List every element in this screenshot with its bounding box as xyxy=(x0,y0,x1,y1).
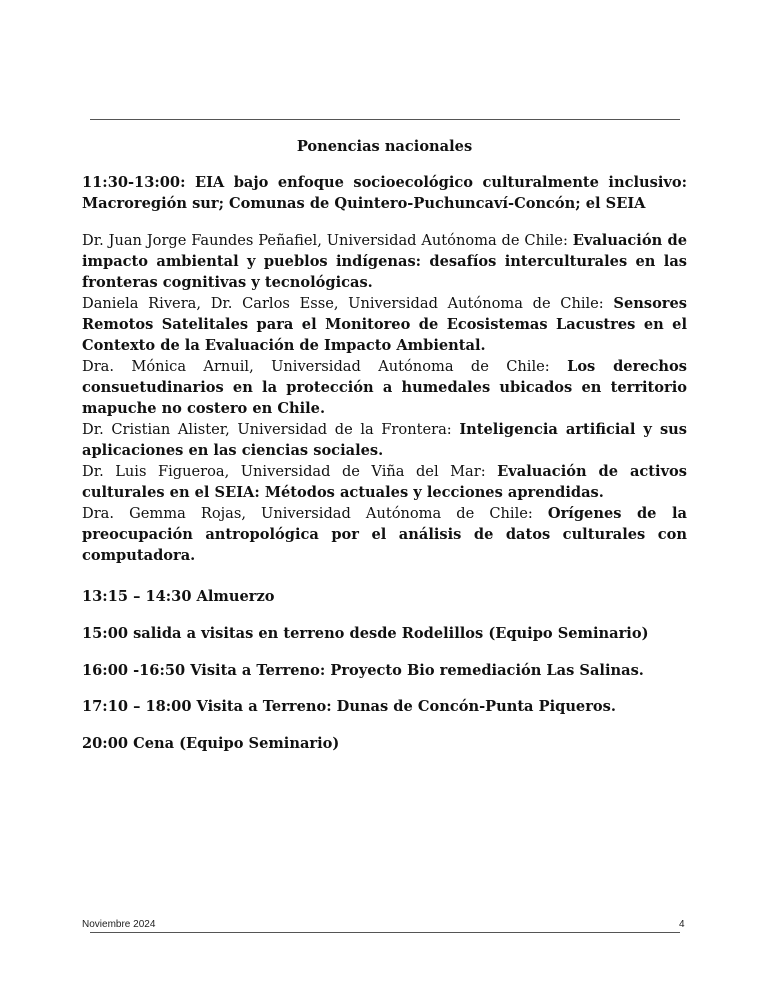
talk-item xyxy=(82,503,687,566)
schedule-lunch: 13:15 – 14:30 Almuerzo xyxy=(82,588,275,605)
talk-title: Sensores Remotos Satelitales para el Monitoreo de Ecosistemas Lacustres en el Contexto de la Evaluación de Impacto Ambiental. xyxy=(82,295,687,354)
talk-speaker: Dr. Juan Jorge Faundes Peñafiel, Universidad Autónoma de Chile: xyxy=(82,232,573,249)
schedule-dinner: 20:00 Cena (Equipo Seminario) xyxy=(82,734,340,752)
talk-speaker: Dr. Cristian Alister, Universidad de la Frontera: xyxy=(82,421,460,438)
footer-date: Noviembre 2024 xyxy=(82,919,156,930)
footer-page-number: 4 xyxy=(679,919,685,930)
talk-title: Los derechos consuetudinarios en la protección a humedales ubicados en territorio mapuche no costero en Chile. xyxy=(82,358,687,417)
talk-list xyxy=(82,230,687,566)
session-title: 11:30-13:00: EIA bajo enfoque socioecológico culturalmente inclusivo: Macroregión sur; Comunas de Quintero-Puchuncaví-Concón; el SEIA xyxy=(82,174,687,212)
talk-title: Orígenes de la preocupación antropológica por el análisis de datos culturales con computadora. xyxy=(82,505,687,564)
schedule-visit-salinas: 16:00 -16:50 Visita a Terreno: Proyecto Bio remediación Las Salinas. xyxy=(82,662,644,679)
talk-item xyxy=(82,356,687,419)
talk-speaker: Dra. Gemma Rojas, Universidad Autónoma de Chile: xyxy=(82,505,548,522)
talk-item xyxy=(82,293,687,356)
talk-speaker: Dr. Luis Figueroa, Universidad de Viña del Mar: xyxy=(82,463,498,480)
talk-title: Evaluación de impacto ambiental y pueblos indígenas: desafíos interculturales en las fronteras cognitivas y tecnológicas. xyxy=(82,232,688,291)
talk-item xyxy=(82,230,687,293)
talk-item xyxy=(82,461,687,503)
footer-rule xyxy=(90,932,680,933)
talk-speaker: Dra. Mónica Arnuil, Universidad Autónoma de Chile: xyxy=(82,358,568,375)
schedule-visit-dunas: 17:10 – 18:00 Visita a Terreno: Dunas de Concón-Punta Piqueros. xyxy=(82,697,616,715)
page-content xyxy=(82,136,687,768)
section-heading: Ponencias nacionales xyxy=(296,138,473,155)
talk-title: Evaluación de activos culturales en el SEIA: Métodos actuales y lecciones aprendidas. xyxy=(82,463,687,501)
talk-speaker: Daniela Rivera, Dr. Carlos Esse, Universidad Autónoma de Chile: xyxy=(82,295,614,312)
talk-title: Inteligencia artificial y sus aplicaciones en las ciencias sociales. xyxy=(82,421,688,459)
talk-item xyxy=(82,419,687,461)
schedule-departure: 15:00 salida a visitas en terreno desde Rodelillos (Equipo Seminario) xyxy=(82,625,649,642)
header-rule xyxy=(90,119,680,120)
